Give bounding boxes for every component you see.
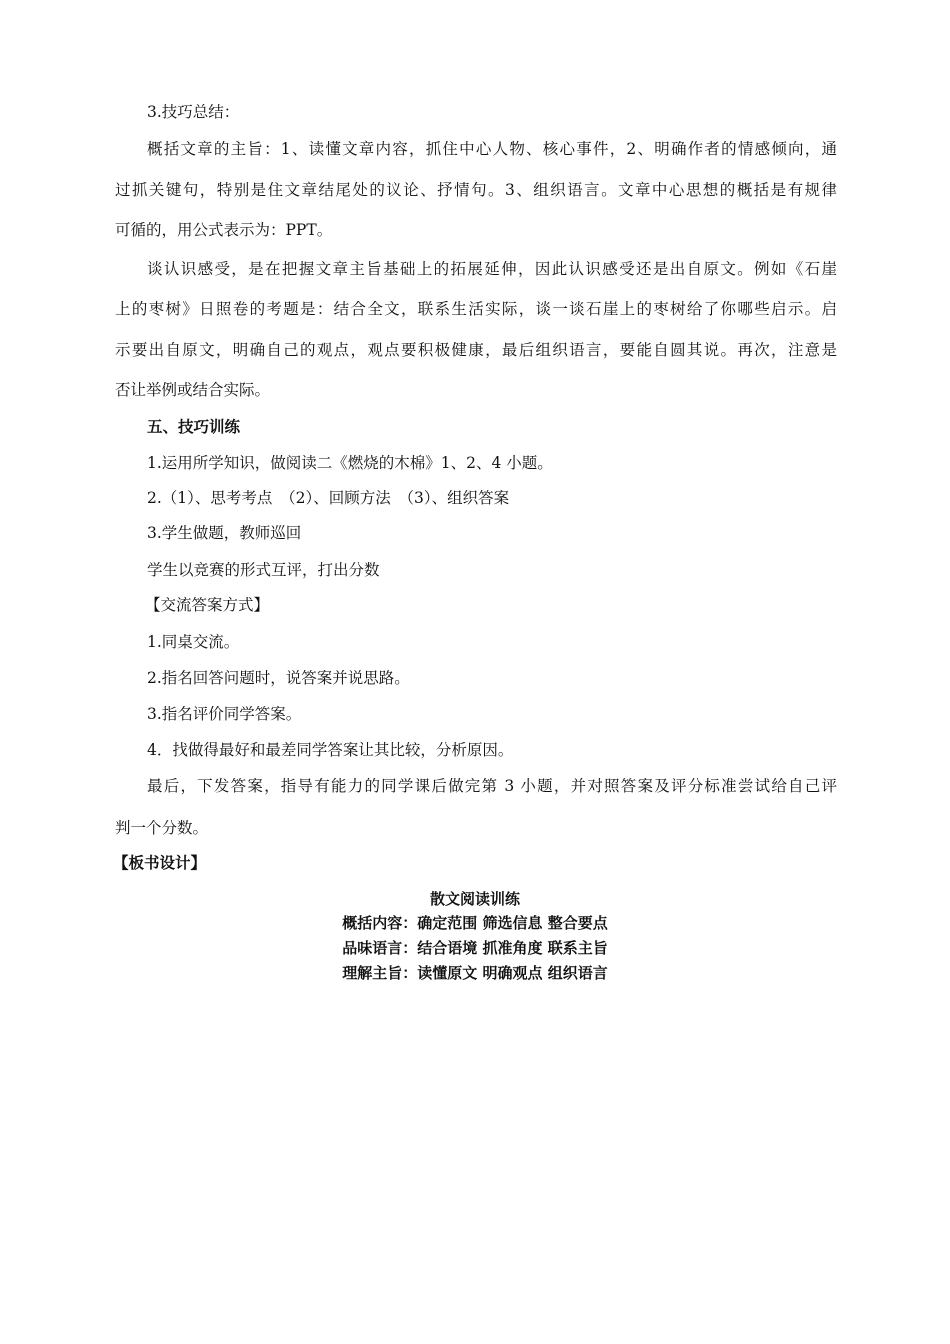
list-item: 4．找做得最好和最差同学答案让其比较，分析原因。 (147, 741, 514, 759)
exchange-heading: 【交流答案方式】 (145, 596, 270, 614)
paragraph-line: 概括文章的主旨：1、读懂文章内容，抓住中心人物、核心事件，2、明确作者的情感倾向，通 (147, 140, 837, 158)
list-item: 2.（1）、思考考点 （2）、回顾方法 （3）、组织答案 (147, 489, 510, 507)
paragraph-line: 可循的，用公式表示为：PPT。 (115, 221, 333, 239)
board-line: 理解主旨：读懂原文 明确观点 组织语言 (342, 964, 608, 982)
paragraph-line: 否让举例或结合实际。 (115, 381, 271, 399)
paragraph-line: 最后，下发答案，指导有能力的同学课后做完第 3 小题，并对照答案及评分标准尝试给自己评 (147, 777, 837, 795)
board-heading: 【板书设计】 (113, 853, 207, 872)
list-item: 1.同桌交流。 (147, 633, 240, 651)
list-item: 2.指名回答问题时，说答案并说思路。 (147, 669, 410, 687)
list-item: 3.指名评价同学答案。 (147, 705, 302, 723)
paragraph-line: 示要出自原文，明确自己的观点，观点要积极健康，最后组织语言，要能自圆其说。再次，注意是 (115, 341, 837, 359)
paragraph-line: 谈认识感受，是在把握文章主旨基础上的拓展延伸，因此认识感受还是出自原文。例如《石崖 (147, 260, 837, 278)
paragraph-line: 判一个分数。 (115, 819, 209, 837)
board-title: 散文阅读训练 (429, 890, 520, 908)
list-item: 1.运用所学知识，做阅读二《燃烧的木棉》1、2、4 小题。 (147, 454, 553, 472)
list-item: 学生以竞赛的形式互评，打出分数 (147, 561, 380, 579)
board-line: 概括内容：确定范围 筛选信息 整合要点 (342, 914, 608, 932)
paragraph-line: 过抓关键句，特别是住文章结尾处的议论、抒情句。3、组织语言。文章中心思想的概括是有规律 (115, 181, 837, 199)
section-3-heading: 3.技巧总结： (147, 103, 240, 121)
list-item: 3.学生做题，教师巡回 (147, 524, 302, 542)
paragraph-line: 上的枣树》日照卷的考题是：结合全文，联系生活实际，谈一谈石崖上的枣树给了你哪些启示。启 (115, 300, 837, 318)
board-line: 品味语言：结合语境 抓准角度 联系主旨 (342, 939, 608, 957)
section-5-heading: 五、技巧训练 (147, 417, 241, 436)
